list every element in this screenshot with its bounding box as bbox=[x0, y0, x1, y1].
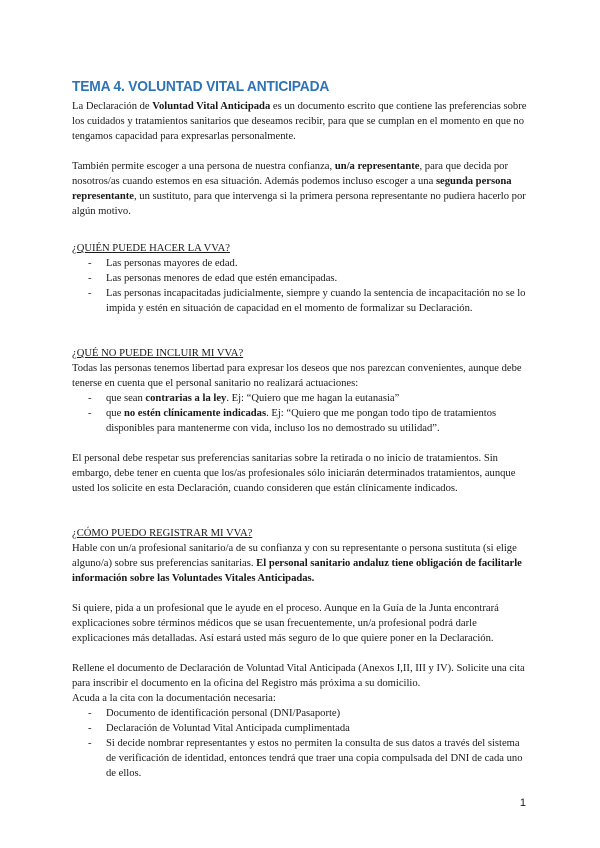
freedom-paragraph: Todas las personas tenemos libertad para expresar los deseos que nos parezcan convenientes, aunque debe tenerse en cuenta que el personal sanitario no realizará actuaciones: bbox=[72, 363, 522, 389]
bold-text: no estén clínicamente indicadas bbox=[123, 408, 267, 419]
list-item: - Las personas incapacitadas judicialmente, siempre y cuando la sentencia de incapacitación no se lo impida y estén en situación de capacidad en el momento de formalizar su Declaración. bbox=[72, 286, 528, 316]
appointment-paragraph: Acuda a la cita con la documentación necesaria: bbox=[72, 693, 276, 704]
page-title: TEMA 4. VOLUNTAD VITAL ANTICIPADA bbox=[72, 78, 330, 95]
text-run: es un documento escrito que contiene las preferencias sobre los cuidados y tratamientos sanitarios que deseamos recibir, para que se cumplan en el momento en que no tengamos capacidad para expresarlas personalmente. bbox=[72, 101, 527, 142]
list-item bbox=[72, 406, 528, 436]
list-item: - Las personas menores de edad que estén emancipadas. bbox=[72, 271, 528, 286]
exclusions-list bbox=[72, 391, 528, 436]
page-number: 1 bbox=[519, 797, 526, 809]
section-heading-como: ¿CÓMO PUEDO REGISTRAR MI VVA? bbox=[72, 528, 253, 539]
list-item bbox=[72, 391, 528, 406]
text-run: . Ej: “Quiero que me hagan la eutanasia” bbox=[226, 393, 400, 404]
respect-paragraph: El personal debe respetar sus preferencias sanitarias sobre la retirada o no inicio de tratamientos. Sin embargo, debe tener en cuenta que los/as profesionales sólo iniciarán determinados tratamientos, aunque usted los solicite en esta Declaración, cuando consideren que están clínicamente indicados. bbox=[72, 453, 516, 494]
text-run: También permite escoger a una persona de nuestra confianza, bbox=[72, 161, 335, 172]
text-run: . Ej: “Quiero que me pongan todo tipo de tratamientos disponibles para mantenerme con vida, incluso los no demostrado su utilidad”. bbox=[106, 408, 497, 434]
documents-list bbox=[72, 706, 528, 781]
list-item: - Declaración de Voluntad Vital Anticipada cumplimentada bbox=[72, 721, 528, 736]
text-run: , un sustituto, para que intervenga si la primera persona representante no pudiera hacerlo por algún motivo. bbox=[72, 191, 526, 217]
bold-text: contrarias a la ley bbox=[145, 393, 227, 404]
section-heading-que: ¿QUÉ NO PUEDE INCLUIR MI VVA? bbox=[72, 348, 244, 359]
help-paragraph: Si quiere, pida a un profesional que le ayude en el proceso. Aunque en la Guía de la Junta encontrará explicaciones sobre términos médicos que se usan frecuentemente, un/a profesional podrá darle explicaciones más detalladas. Así estará usted más seguro de lo que quiere poner en la Declaración. bbox=[72, 603, 499, 644]
section-heading-quien: ¿QUIÉN PUEDE HACER LA VVA? bbox=[72, 243, 230, 254]
text-run: que sean bbox=[106, 393, 146, 404]
text-run: , para que decida por nosotros/as cuando estemos en esa situación. Además podemos incluso escoger a una bbox=[72, 161, 509, 187]
intro-paragraph bbox=[72, 99, 528, 144]
list-item: - Documento de identificación personal (DNI/Pasaporte) bbox=[72, 706, 528, 721]
list-item: - Si decide nombrar representantes y estos no permiten la consulta de sus datos a través del sistema de verificación de identidad, entonces tendrá que traer una copia compulsada del DNI de cada uno de ellos. bbox=[72, 736, 528, 781]
bold-text: un/a representante bbox=[334, 161, 420, 172]
document-page bbox=[72, 78, 528, 781]
who-list bbox=[72, 256, 528, 316]
bold-text: segunda persona representante bbox=[72, 176, 512, 202]
text-run: que bbox=[106, 408, 124, 419]
fill-paragraph: Rellene el documento de Declaración de Voluntad Vital Anticipada (Anexos I,II, III y IV). Solicite una cita para inscribir el documento en la oficina del Registro más próxima a su domicilio. bbox=[72, 663, 525, 689]
bold-text: Voluntad Vital Anticipada bbox=[152, 101, 271, 112]
bold-text: El personal sanitario andaluz tiene obligación de facilitarle información sobre las Voluntades Vitales Anticipadas. bbox=[72, 558, 522, 584]
talk-paragraph bbox=[72, 541, 528, 586]
representative-paragraph bbox=[72, 159, 528, 219]
list-item: - Las personas mayores de edad. bbox=[72, 256, 528, 271]
text-run: La Declaración de bbox=[72, 101, 153, 112]
text-run: Hable con un/a profesional sanitario/a de su confianza y con su representante o persona sustituta (si elige alguno/a) sobre sus preferencias sanitarias. bbox=[72, 543, 517, 569]
